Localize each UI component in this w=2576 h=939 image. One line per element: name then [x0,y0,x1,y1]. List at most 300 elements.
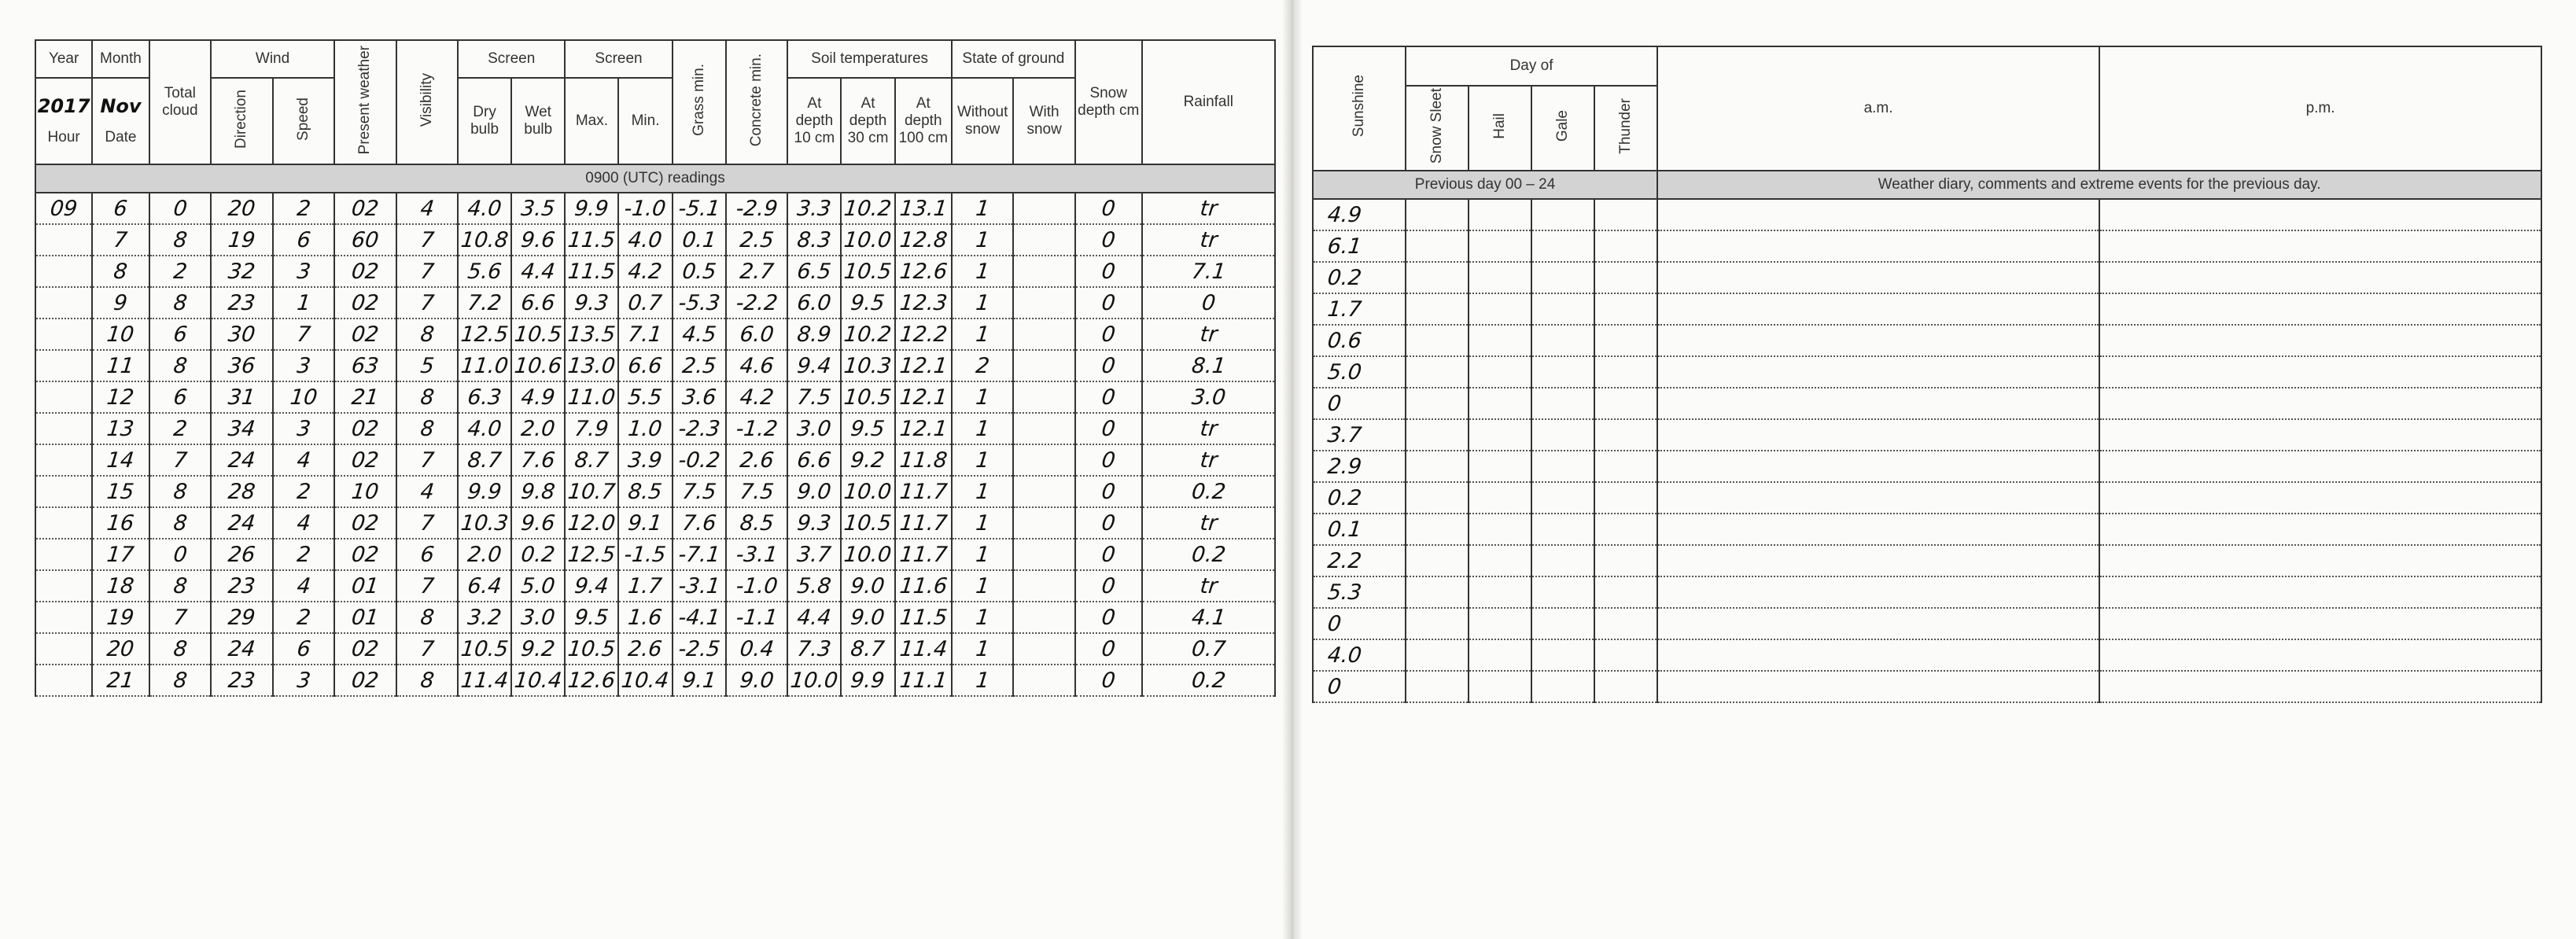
min-temp-cell: 1.6 [617,602,673,633]
min-temp-cell: 7.1 [617,319,673,350]
sunshine-cell: 3.7 [1311,419,1407,451]
pm-header: p.m. [2099,46,2541,171]
thunder-cell [1594,419,1657,451]
grass-min-cell: -5.3 [671,287,728,319]
ground-with-snow-cell [1012,602,1077,633]
month-header: Month [92,40,149,78]
dry-bulb-header: Dry bulb [458,78,511,164]
without-snow-header: Without snow [952,78,1013,164]
grass-min-cell: 9.1 [671,665,728,696]
wet-bulb-cell: 0.2 [510,539,566,570]
sunshine-cell: 0.6 [1311,325,1407,356]
ground-without-snow-cell: 2 [950,350,1015,381]
ground-without-snow-cell: 1 [950,570,1015,602]
ground-without-snow-cell: 1 [950,413,1015,444]
wet-bulb-cell: 3.5 [510,193,566,224]
wind-direction-cell: 36 [209,350,275,381]
min-temp-cell: 0.7 [617,287,673,319]
max-header: Max. [565,78,618,164]
year-hour-cell [35,78,92,164]
table-row [35,633,1275,665]
am-notes-cell [1657,419,2099,451]
table-row [35,413,1275,444]
ground-with-snow-cell [1012,193,1077,224]
date-cell: 14 [90,444,150,476]
snow-sleet-cell [1406,230,1469,262]
soil-10cm-cell: 6.6 [786,444,842,476]
am-notes-cell [1657,545,2099,576]
total-cloud-cell: 8 [147,476,212,507]
hour-cell [34,319,94,350]
max-temp-cell: 10.7 [563,476,620,507]
concrete-min-cell: 9.0 [724,665,790,696]
date-cell: 10 [90,319,150,350]
hour-cell [34,287,94,319]
state-of-ground-header: State of ground [952,40,1075,78]
ground-without-snow-cell: 1 [950,633,1015,665]
date-cell: 12 [90,381,150,413]
table-row [1313,388,2541,419]
max-temp-cell: 13.0 [563,350,620,381]
ground-with-snow-cell [1012,256,1077,287]
soil-10cm-cell: 10.0 [786,665,842,696]
table-row [1313,325,2541,356]
wind-direction-cell: 23 [209,570,275,602]
wind-direction-cell: 24 [209,444,275,476]
wind-speed-cell: 6 [271,633,336,665]
max-temp-cell: 11.5 [563,256,620,287]
weather-diary-table [1312,46,2542,703]
am-notes-cell [1657,230,2099,262]
soil-10cm-cell: 3.7 [786,539,842,570]
hail-cell [1469,514,1531,545]
hour-cell [34,444,94,476]
gale-cell [1531,514,1594,545]
max-temp-cell: 7.9 [563,413,620,444]
pm-notes-cell [2099,230,2541,262]
with-snow-header: With snow [1013,78,1074,164]
ground-without-snow-cell: 1 [950,381,1015,413]
snow-depth-cell: 0 [1074,570,1144,602]
am-notes-cell [1657,671,2099,702]
snow-sleet-cell [1406,545,1469,576]
sunshine-cell: 0 [1311,671,1407,702]
gale-cell [1531,199,1594,230]
visibility-cell: 7 [394,633,459,665]
wet-bulb-header: Wet bulb [511,78,565,164]
min-header: Min. [618,78,672,164]
min-temp-cell: 5.5 [617,381,673,413]
wind-header: Wind [211,40,334,78]
thunder-cell [1594,325,1657,356]
thunder-cell [1594,576,1657,608]
min-temp-cell: 4.0 [617,224,673,256]
date-cell: 20 [90,633,150,665]
table-row [35,665,1275,696]
depth-10cm-header: At depth 10 cm [787,78,841,164]
ground-without-snow-cell: 1 [950,507,1015,539]
soil-30cm-cell: 10.5 [839,381,896,413]
depth-100cm-header: At depth 100 cm [895,78,952,164]
max-temp-cell: 9.4 [563,570,620,602]
soil-10cm-cell: 9.0 [786,476,842,507]
direction-header: Direction [211,78,272,164]
date-cell: 7 [90,224,150,256]
gale-cell [1531,419,1594,451]
sunshine-cell: 5.3 [1311,576,1407,608]
concrete-min-cell: 8.5 [724,507,790,539]
hail-cell [1469,482,1531,514]
snow-sleet-cell [1406,356,1469,388]
soil-10cm-cell: 6.5 [786,256,842,287]
visibility-cell: 7 [394,507,459,539]
soil-30cm-cell: 10.0 [839,224,896,256]
rainfall-cell: 0.2 [1140,665,1277,696]
soil-100cm-cell: 11.8 [894,444,954,476]
rainfall-cell: tr [1140,507,1277,539]
snow-depth-cell: 0 [1074,665,1144,696]
depth-30cm-header: At depth 30 cm [841,78,894,164]
thunder-cell [1594,262,1657,293]
thunder-cell [1594,388,1657,419]
table-row [1313,576,2541,608]
table-row [35,507,1275,539]
max-temp-cell: 9.9 [563,193,620,224]
soil-100cm-cell: 12.6 [894,256,954,287]
snow-sleet-cell [1406,199,1469,230]
grass-min-cell: 4.5 [671,319,728,350]
hail-cell [1469,576,1531,608]
wind-speed-cell: 6 [271,224,336,256]
pm-notes-cell [2099,262,2541,293]
table-row [1313,356,2541,388]
hour-cell [34,350,94,381]
snow-depth-cell: 0 [1074,476,1144,507]
concrete-min-cell: -2.9 [724,193,790,224]
table-row [35,381,1275,413]
sunshine-cell: 6.1 [1311,230,1407,262]
wet-bulb-cell: 9.6 [510,507,566,539]
pm-notes-cell [2099,293,2541,325]
year-header: Year [35,40,92,78]
date-cell: 19 [90,602,150,633]
soil-30cm-cell: 10.5 [839,507,896,539]
hour-cell [34,224,94,256]
soil-10cm-cell: 9.4 [786,350,842,381]
pm-notes-cell [2099,514,2541,545]
am-notes-cell [1657,639,2099,671]
ground-with-snow-cell [1012,633,1077,665]
gale-cell [1531,262,1594,293]
snow-sleet-cell [1406,419,1469,451]
table-row [35,224,1275,256]
present-weather-cell: 02 [333,319,398,350]
screen-header-1: Screen [458,40,565,78]
ground-with-snow-cell [1012,570,1077,602]
wind-speed-cell: 3 [271,256,336,287]
pm-notes-cell [2099,451,2541,482]
soil-30cm-cell: 9.5 [839,287,896,319]
pm-notes-cell [2099,545,2541,576]
max-temp-cell: 9.3 [563,287,620,319]
pm-notes-cell [2099,576,2541,608]
visibility-cell: 7 [394,444,459,476]
sunshine-cell: 0.2 [1311,262,1407,293]
hail-cell [1469,639,1531,671]
table-row [1313,293,2541,325]
visibility-cell: 4 [394,193,459,224]
wind-direction-cell: 24 [209,507,275,539]
dry-bulb-cell: 10.8 [456,224,513,256]
soil-10cm-cell: 3.3 [786,193,842,224]
wind-speed-cell: 2 [271,193,336,224]
am-notes-cell [1657,514,2099,545]
hour-cell [34,570,94,602]
ground-without-snow-cell: 1 [950,287,1015,319]
hour-cell [34,256,94,287]
concrete-min-cell: 2.6 [724,444,790,476]
grass-min-cell: 2.5 [671,350,728,381]
concrete-min-cell: -3.1 [724,539,790,570]
wet-bulb-cell: 9.8 [510,476,566,507]
dry-bulb-cell: 6.3 [456,381,513,413]
present-weather-cell: 02 [333,256,398,287]
soil-100cm-cell: 12.8 [894,224,954,256]
table-row [1313,419,2541,451]
soil-temperatures-header: Soil temperatures [787,40,952,78]
dry-bulb-cell: 8.7 [456,444,513,476]
concrete-min-header: Concrete min. [726,40,787,164]
hail-cell [1469,671,1531,702]
visibility-cell: 7 [394,256,459,287]
soil-100cm-cell: 12.2 [894,319,954,350]
snow-sleet-cell [1406,576,1469,608]
dry-bulb-cell: 5.6 [456,256,513,287]
thunder-cell [1594,639,1657,671]
wet-bulb-cell: 4.9 [510,381,566,413]
min-temp-cell: 9.1 [617,507,673,539]
grass-min-cell: -2.3 [671,413,728,444]
rainfall-cell: 0.7 [1140,633,1277,665]
snow-sleet-cell [1406,671,1469,702]
total-cloud-cell: 8 [147,224,212,256]
sunshine-cell: 0.1 [1311,514,1407,545]
previous-day-label: Previous day 00 – 24 [1313,171,1657,199]
soil-100cm-cell: 13.1 [894,193,954,224]
concrete-min-cell: -1.2 [724,413,790,444]
hail-cell [1469,356,1531,388]
snow-sleet-cell [1406,451,1469,482]
date-cell: 9 [90,287,150,319]
total-cloud-cell: 8 [147,633,212,665]
table-row [1313,451,2541,482]
total-cloud-cell: 8 [147,350,212,381]
wind-direction-cell: 24 [209,633,275,665]
am-notes-cell [1657,356,2099,388]
grass-min-cell: -4.1 [671,602,728,633]
wind-direction-cell: 32 [209,256,275,287]
soil-10cm-cell: 8.3 [786,224,842,256]
ground-without-snow-cell: 1 [950,319,1015,350]
hour-cell [34,665,94,696]
ground-without-snow-cell: 1 [950,476,1015,507]
rainfall-cell: tr [1140,224,1277,256]
gale-cell [1531,388,1594,419]
visibility-cell: 6 [394,539,459,570]
month-date-cell [92,78,149,164]
dry-bulb-cell: 11.4 [456,665,513,696]
diary-label: Weather diary, comments and extreme events for the previous day. [1657,171,2541,199]
snow-depth-cell: 0 [1074,633,1144,665]
snow-depth-cell: 0 [1074,381,1144,413]
visibility-cell: 4 [394,476,459,507]
grass-min-cell: 7.5 [671,476,728,507]
rainfall-header: Rainfall [1142,40,1275,164]
ground-without-snow-cell: 1 [950,602,1015,633]
concrete-min-cell: -2.2 [724,287,790,319]
table-row [1313,482,2541,514]
table-row [1313,199,2541,230]
soil-100cm-cell: 11.1 [894,665,954,696]
gale-cell [1531,451,1594,482]
sunshine-cell: 1.7 [1311,293,1407,325]
total-cloud-cell: 6 [147,319,212,350]
hour-cell [34,633,94,665]
table-row [35,539,1275,570]
readings-label: 0900 (UTC) readings [35,164,1275,193]
snow-depth-cell: 0 [1074,287,1144,319]
soil-30cm-cell: 10.2 [839,319,896,350]
min-temp-cell: 1.7 [617,570,673,602]
pm-notes-cell [2099,639,2541,671]
present-weather-cell: 10 [333,476,398,507]
thunder-cell [1594,199,1657,230]
soil-30cm-cell: 8.7 [839,633,896,665]
wind-speed-cell: 2 [271,602,336,633]
total-cloud-header: Total cloud [149,40,211,164]
wet-bulb-cell: 7.6 [510,444,566,476]
table-row [1313,671,2541,702]
ground-without-snow-cell: 1 [950,193,1015,224]
soil-100cm-cell: 11.5 [894,602,954,633]
gale-cell [1531,639,1594,671]
hail-cell [1469,451,1531,482]
rainfall-cell: 7.1 [1140,256,1277,287]
wet-bulb-cell: 9.6 [510,224,566,256]
snow-sleet-cell [1406,482,1469,514]
wind-speed-cell: 1 [271,287,336,319]
soil-10cm-cell: 9.3 [786,507,842,539]
wet-bulb-cell: 5.0 [510,570,566,602]
wet-bulb-cell: 2.0 [510,413,566,444]
present-weather-cell: 60 [333,224,398,256]
total-cloud-cell: 7 [147,444,212,476]
soil-10cm-cell: 7.5 [786,381,842,413]
hour-cell [34,539,94,570]
pm-notes-cell [2099,482,2541,514]
wet-bulb-cell: 10.6 [510,350,566,381]
date-cell: 15 [90,476,150,507]
day-of-header: Day of [1406,46,1657,86]
rainfall-cell: tr [1140,319,1277,350]
am-notes-cell [1657,576,2099,608]
snow-sleet-cell [1406,293,1469,325]
concrete-min-cell: 4.2 [724,381,790,413]
sunshine-cell: 2.2 [1311,545,1407,576]
dry-bulb-cell: 11.0 [456,350,513,381]
snow-depth-cell: 0 [1074,193,1144,224]
wet-bulb-cell: 6.6 [510,287,566,319]
max-temp-cell: 9.5 [563,602,620,633]
dry-bulb-cell: 10.3 [456,507,513,539]
snow-sleet-cell [1406,388,1469,419]
hail-cell [1469,608,1531,639]
gale-cell [1531,545,1594,576]
present-weather-cell: 02 [333,633,398,665]
soil-100cm-cell: 12.1 [894,413,954,444]
thunder-cell [1594,545,1657,576]
am-notes-cell [1657,451,2099,482]
soil-10cm-cell: 5.8 [786,570,842,602]
hail-cell [1469,230,1531,262]
rainfall-cell: 4.1 [1140,602,1277,633]
am-notes-cell [1657,325,2099,356]
grass-min-cell: -5.1 [671,193,728,224]
sunshine-header: Sunshine [1313,46,1406,171]
date-cell: 13 [90,413,150,444]
wind-direction-cell: 19 [209,224,275,256]
hail-header: Hail [1469,86,1531,171]
rainfall-cell: tr [1140,193,1277,224]
gale-cell [1531,325,1594,356]
soil-30cm-cell: 9.2 [839,444,896,476]
ground-with-snow-cell [1012,350,1077,381]
wind-direction-cell: 28 [209,476,275,507]
screen-header-2: Screen [565,40,672,78]
visibility-cell: 7 [394,570,459,602]
present-weather-header: Present weather [334,40,396,164]
thunder-cell [1594,671,1657,702]
snow-depth-cell: 0 [1074,507,1144,539]
concrete-min-cell: 6.0 [724,319,790,350]
date-cell: 11 [90,350,150,381]
date-cell: 6 [90,193,150,224]
soil-10cm-cell: 4.4 [786,602,842,633]
rainfall-cell: tr [1140,570,1277,602]
soil-30cm-cell: 10.5 [839,256,896,287]
present-weather-cell: 02 [333,507,398,539]
pm-notes-cell [2099,608,2541,639]
max-temp-cell: 12.6 [563,665,620,696]
am-notes-cell [1657,262,2099,293]
visibility-cell: 8 [394,602,459,633]
soil-10cm-cell: 8.9 [786,319,842,350]
table-row [35,444,1275,476]
min-temp-cell: 2.6 [617,633,673,665]
grass-min-cell: -3.1 [671,570,728,602]
wind-direction-cell: 31 [209,381,275,413]
pm-notes-cell [2099,325,2541,356]
wet-bulb-cell: 9.2 [510,633,566,665]
soil-10cm-cell: 6.0 [786,287,842,319]
rainfall-cell: tr [1140,413,1277,444]
grass-min-header: Grass min. [673,40,726,164]
present-weather-cell: 02 [333,539,398,570]
table-row [1313,545,2541,576]
ground-with-snow-cell [1012,319,1077,350]
grass-min-cell: 3.6 [671,381,728,413]
soil-100cm-cell: 11.6 [894,570,954,602]
